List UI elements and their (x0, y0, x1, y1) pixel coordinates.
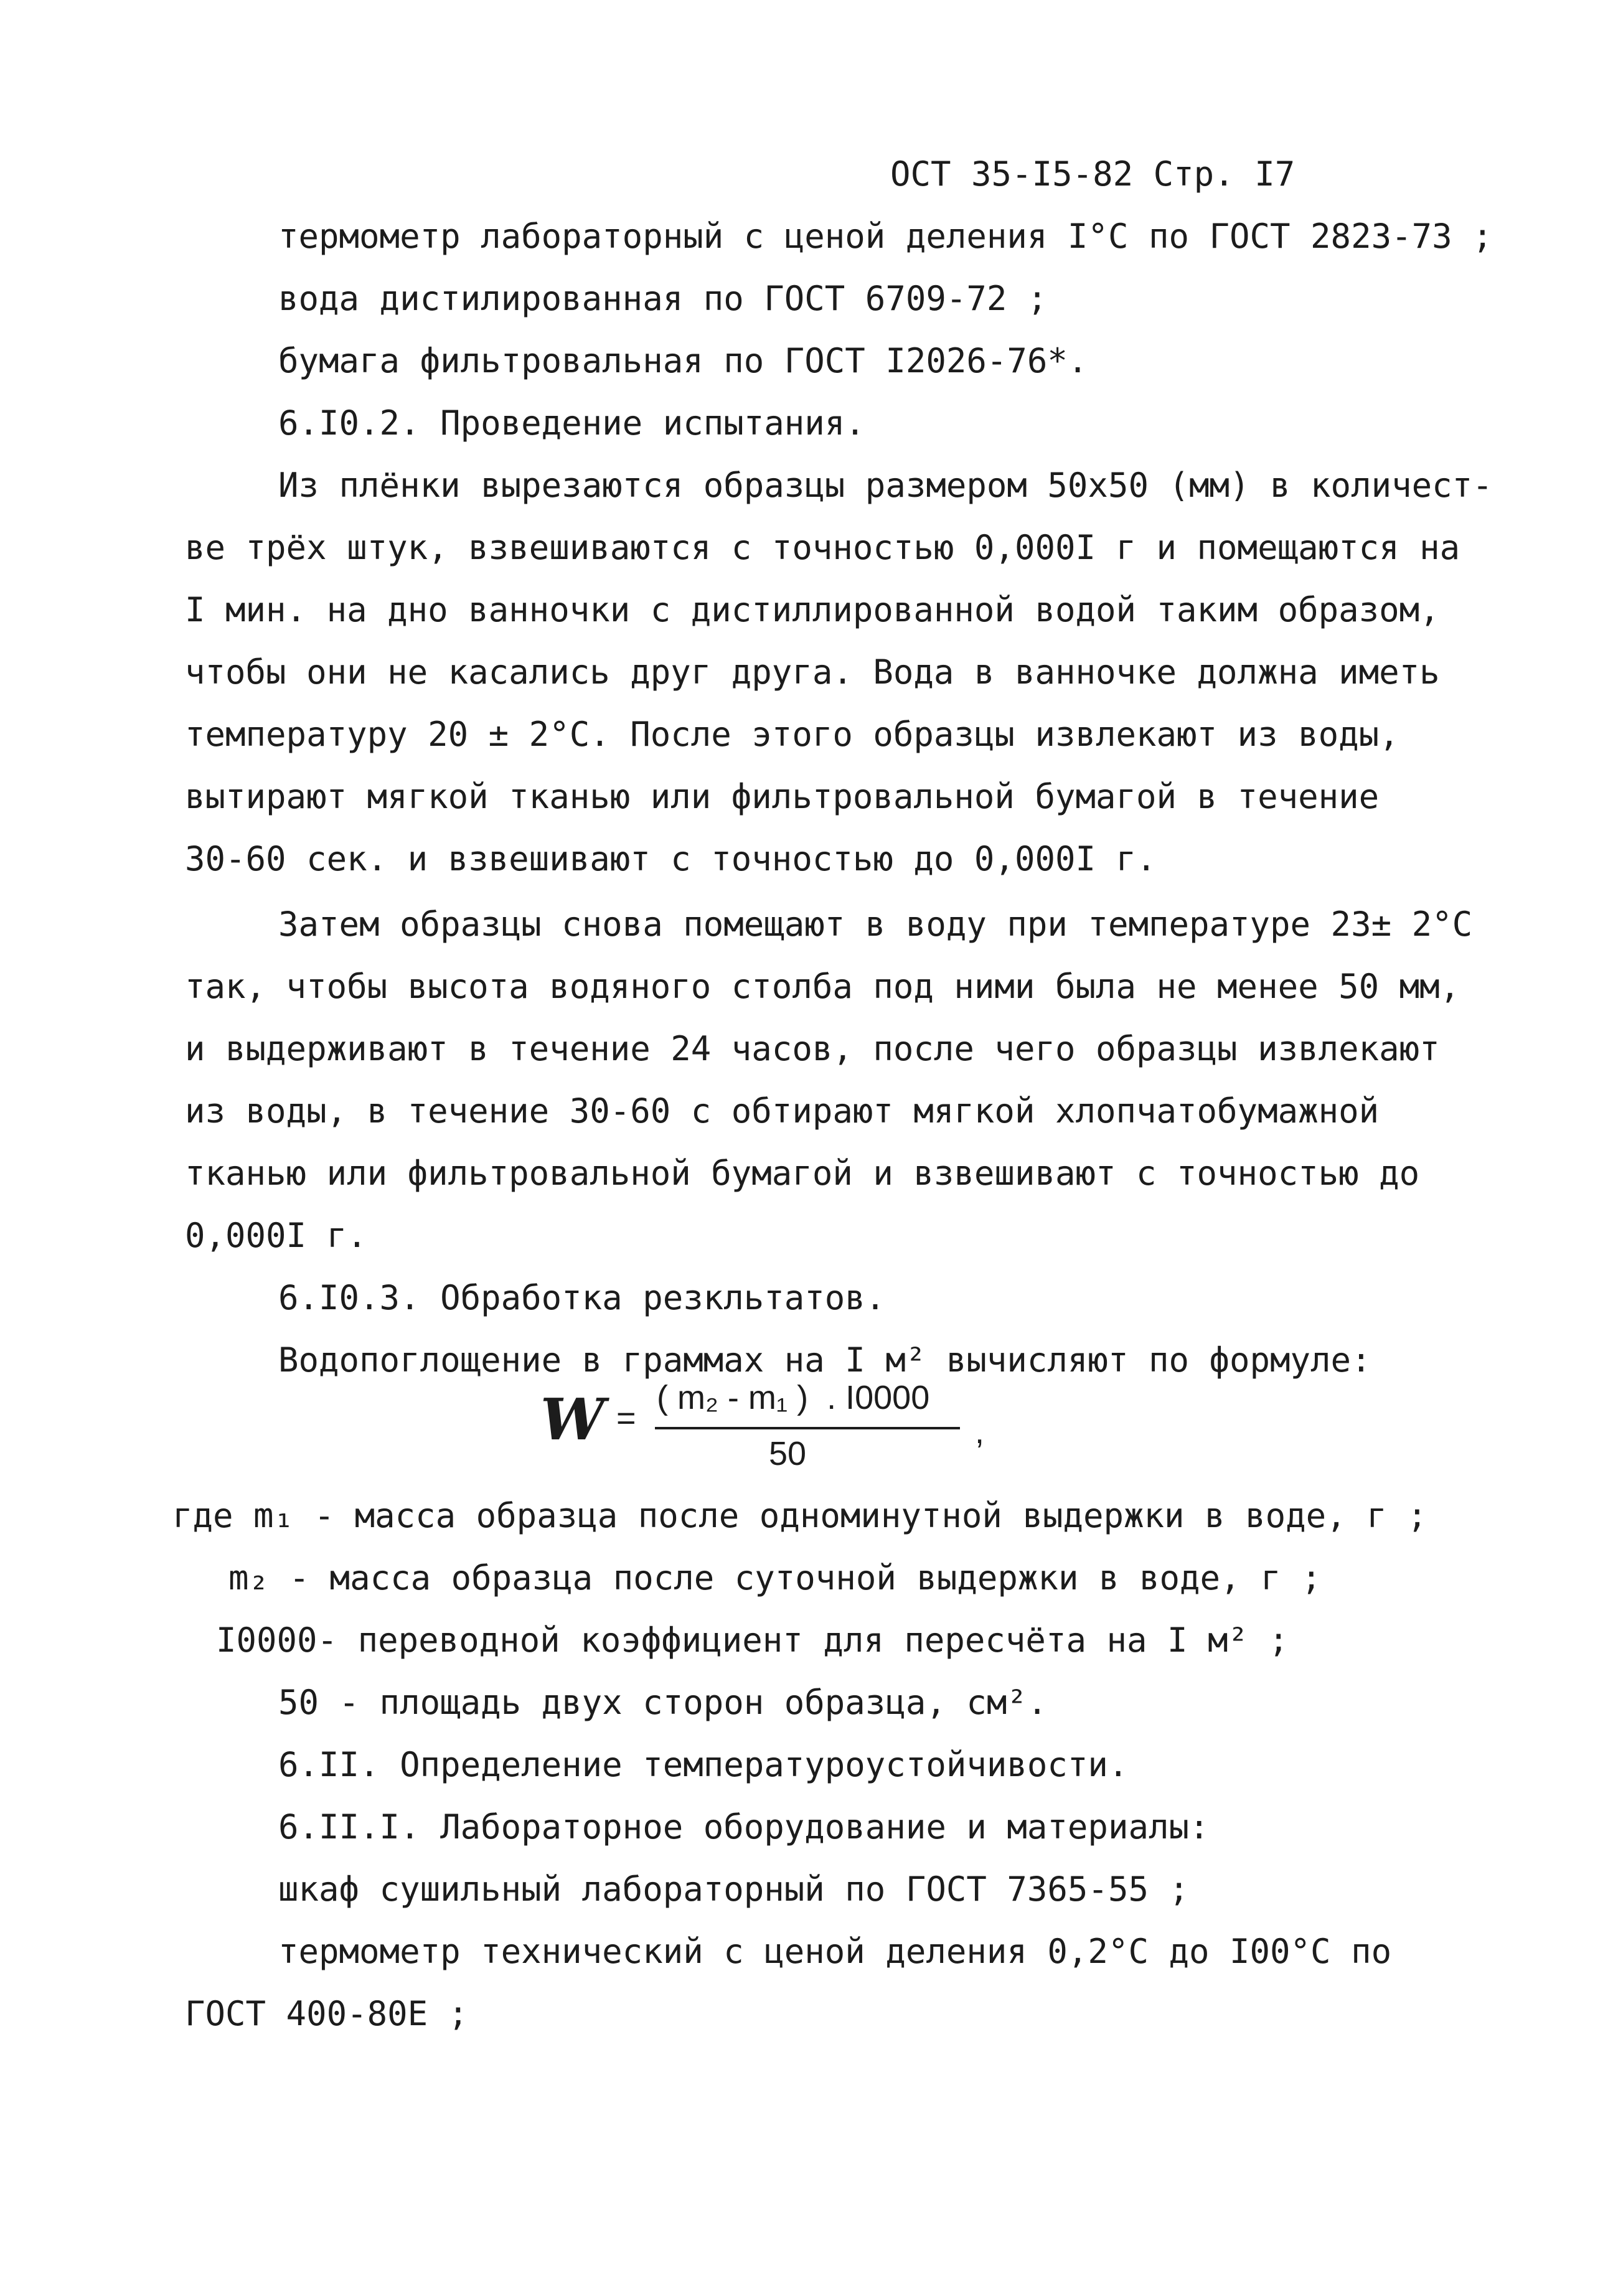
text-line: так, чтобы высота водяного столба под ними была не менее 50 мм, (185, 967, 1460, 1006)
text-line: Затем образцы снова помещают в воду при температуре 23± 2°С (278, 905, 1473, 944)
section-heading: 6.I0.3. Обработка резкльтатов. (278, 1278, 886, 1317)
text-line: шкаф сушильный лабораторный по ГОСТ 7365-55 ; (278, 1870, 1189, 1909)
formula-numerator: ( m₂ - m₁ ) . I0000 (657, 1379, 930, 1416)
formula-lhs: W (540, 1386, 605, 1453)
definition-line: I0000- переводной коэффициент для пересчёта на I м² ; (216, 1621, 1289, 1660)
section-heading: 6.I0.2. Проведение испытания. (278, 403, 865, 443)
formula-equals: = (616, 1400, 636, 1437)
text-line: термометр лабораторный с ценой деления I°С по ГОСТ 2823-73 ; (278, 217, 1493, 256)
text-line: чтобы они не касались друг друга. Вода в ванночке должна иметь (185, 652, 1440, 692)
section-heading: 6.II. Определение температуроустойчивости. (278, 1745, 1129, 1784)
text-line: бумага фильтровальная по ГОСТ I2026-76*. (278, 341, 1088, 380)
text-line: I мин. на дно ванночки с дистиллированной водой таким образом, (185, 590, 1440, 629)
text-line: вытирают мягкой тканью или фильтровальной бумагой в течение (185, 777, 1380, 816)
text-line: и выдерживают в течение 24 часов, после чего образцы извлекают (185, 1029, 1440, 1068)
text-line: тканью или фильтровальной бумагой и взвешивают с точностью до (185, 1154, 1420, 1193)
text-line: температуру 20 ± 2°С. После этого образцы извлекают из воды, (185, 715, 1399, 754)
text-line: 0,000I г. (185, 1216, 367, 1255)
text-line: термометр технический с ценой деления 0,2°С до I00°С по (278, 1932, 1392, 1971)
formula-comma: , (975, 1413, 985, 1451)
definition-line: m₂ - масса образца после суточной выдержки в воде, г ; (228, 1558, 1322, 1597)
text-line: ГОСТ 400-80Е ; (185, 1994, 469, 2033)
section-heading: 6.II.I. Лабораторное оборудование и материалы: (278, 1807, 1210, 1847)
text-line: Из плёнки вырезаются образцы размером 50х50 (мм) в количест- (278, 466, 1493, 505)
fraction-bar (655, 1427, 960, 1429)
text-line: из воды, в течение 30-60 с обтирают мягкой хлопчатобумажной (185, 1091, 1380, 1131)
definition-line: 50 - площадь двух сторон образца, см². (278, 1683, 1048, 1722)
text-line: 30-60 сек. и взвешивают с точностью до 0,000I г. (185, 839, 1157, 878)
text-line: ве трёх штук, взвешиваются с точностью 0,000I г и помещаются на (185, 528, 1460, 567)
definition-line: где m₁ - масса образца после одноминутной выдержки в воде, г ; (172, 1496, 1427, 1535)
water-absorption-formula (535, 1376, 1096, 1488)
text-line: вода дистилированная по ГОСТ 6709-72 ; (278, 279, 1048, 318)
text-line: Водопоглощение в граммах на I м² вычисляют по формуле: (278, 1340, 1371, 1380)
formula-denominator: 50 (769, 1435, 807, 1472)
page-header: ОСТ 35-I5-82 Стр. I7 (890, 154, 1296, 194)
